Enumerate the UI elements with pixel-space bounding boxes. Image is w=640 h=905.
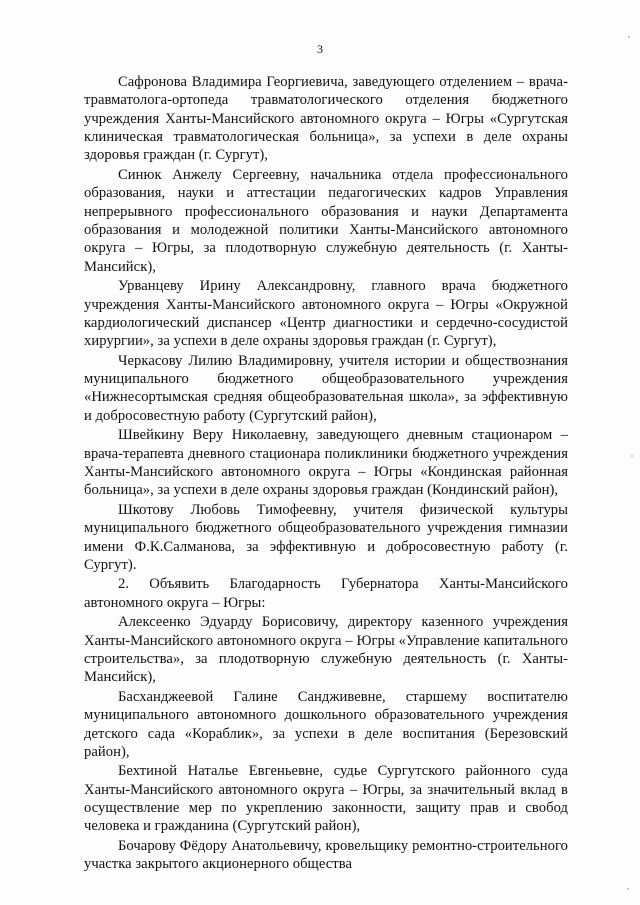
paragraph-shveikina: Швейкину Веру Николаевну, заведующего дневным стационаром – врача-терапевта дневного стационара поликлиники бюджетного учреждения Ханты-Мансийского автономного округа – Югры «Кондинская районная больница», за успехи в деле охраны здоровья граждан (Кондинский район), [84, 427, 568, 499]
paragraph-baskhandzheeva: Басханджеевой Галине Сандживевне, старшему воспитателю муниципального автономного дошкольного образовательного учреждения детского сада «Кораблик», за успехи в деле воспитания (Березовский район), [84, 688, 568, 760]
paragraph-alekseenko: Алексеенко Эдуарду Борисовичу, директору казенного учреждения Ханты-Мансийского автономного округа – Югры «Управление капитального строительства», за плодотворную служебную деятельность (г. Ханты-Мансийск), [84, 614, 568, 686]
paragraph-cherkasova: Черкасову Лилию Владимировну, учителя истории и обществознания муниципального бюджетного общеобразовательного учреждения «Нижнесортымская средняя общеобразовательная школа», за эффективную и добросовестную работу (Сургутский район), [84, 352, 568, 424]
paragraph-bekhtina: Бехтиной Наталье Евгеньевне, судье Сургутского районного суда Ханты-Мансийского автономного округа – Югры, за значительный вклад в осуществление мер по укреплению законности, защиту прав и свобод человека и гражданина (Сургутский район), [84, 763, 568, 835]
paragraph-urvantseva: Урванцеву Ирину Александровну, главного врача бюджетного учреждения Ханты-Мансийского автономного округа – Югры «Окружной кардиологический диспансер «Центр диагностики и сердечно-сосудистой хирургии», за успехи в деле охраны здоровья граждан (г. Сургут), [84, 278, 568, 350]
paragraph-safronov: Сафронова Владимира Георгиевича, заведующего отделением – врача-травматолога-ортопеда травматологического отделения бюджетного учреждения Ханты-Мансийского автономного округа – Югры «Сургутская клиническая травматологическая больница», за успехи в деле охраны здоровья граждан (г. Сургут), [84, 74, 568, 164]
paragraph-section-2: 2. Объявить Благодарность Губернатора Ханты-Мансийского автономного округа – Югры: [84, 576, 568, 611]
paragraph-bocharov: Бочарову Фёдору Анатольевичу, кровельщику ремонтно-строительного участка закрытого акционерного общества [84, 837, 568, 873]
scan-speck [627, 888, 629, 890]
document-body [84, 73, 568, 875]
scan-speck [631, 455, 633, 457]
paragraph-sinyuk: Синюк Анжелу Сергеевну, начальника отдела профессионального образования, науки и аттестации педагогических кадров Управления непрерывного профессионального образования и науки Департамента образования и молодежной политики Ханты-Мансийского автономного округа – Югры, за плодотворную служебную деятельность (г. Ханты-Мансийск), [84, 166, 568, 275]
paragraph-shkotova: Шкотову Любовь Тимофеевну, учителя физической культуры муниципального бюджетного общеобразовательного учреждения гимназии имени Ф.К.Салманова, за эффективную и добросовестную работу (г. Сургут). [84, 501, 568, 573]
page-number: 3 [317, 42, 323, 56]
scan-speck [628, 36, 630, 38]
